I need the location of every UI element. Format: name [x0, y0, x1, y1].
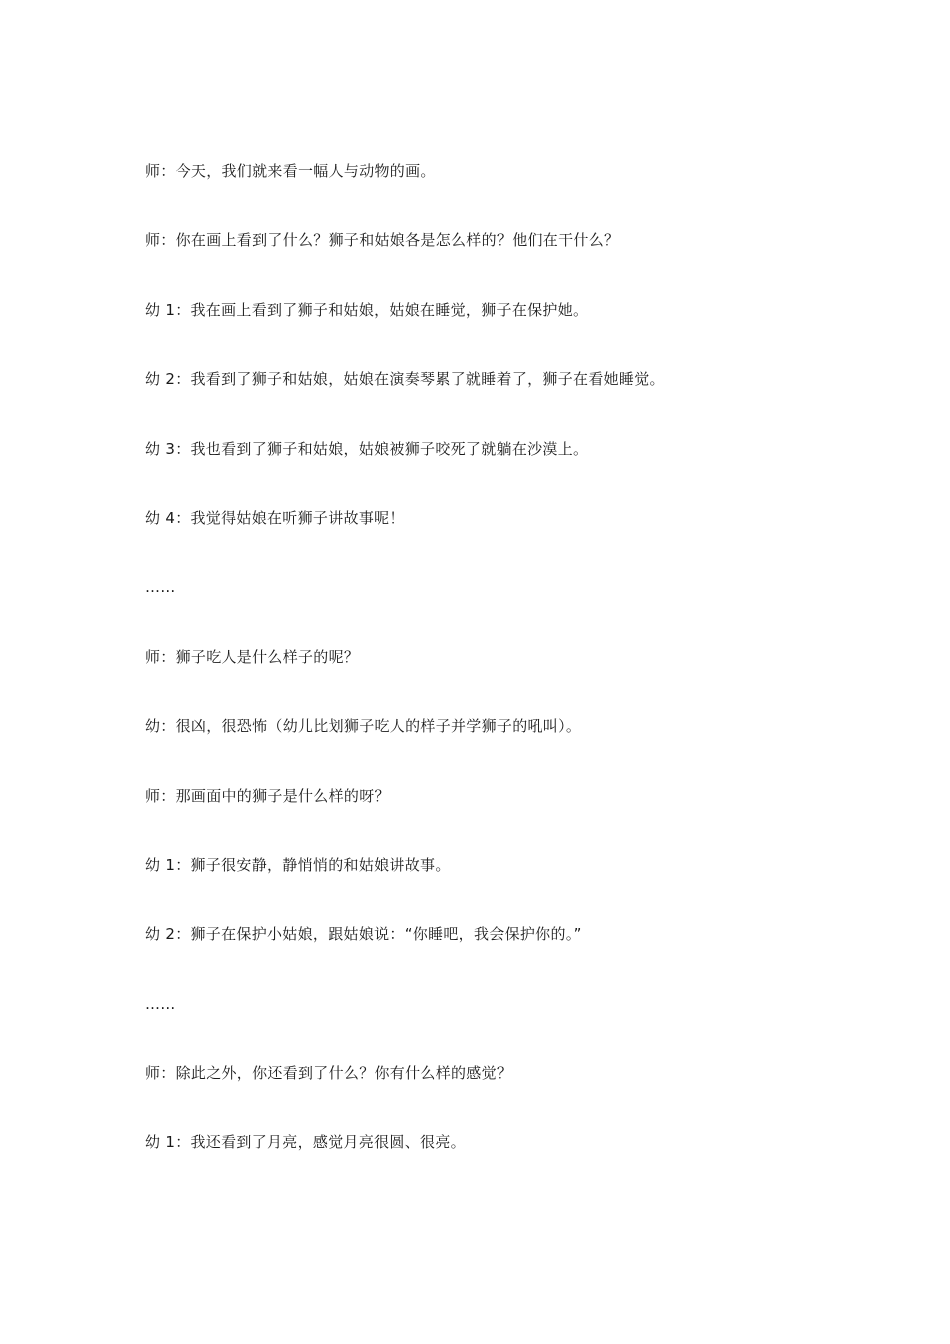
- dialogue-line: 幼 2：狮子在保护小姑娘，跟姑娘说：“你睡吧，我会保护你的。”: [145, 925, 582, 944]
- dialogue-line: 师：今天，我们就来看一幅人与动物的画。: [145, 162, 436, 180]
- dialogue-line: 师：那画面中的狮子是什么样的呀？: [145, 786, 390, 805]
- dialogue-line: 师：你在画上看到了什么？狮子和姑娘各是怎么样的？他们在干什么？: [145, 231, 620, 250]
- dialogue-line: 幼 1：我还看到了月亮，感觉月亮很圆、很亮。: [145, 1133, 466, 1152]
- dialogue-line: 幼 1：狮子很安静，静悄悄的和姑娘讲故事。: [145, 855, 451, 874]
- dialogue-line: 幼：很凶，很恐怖（幼儿比划狮子吃人的样子并学狮子的吼叫）。: [145, 717, 582, 736]
- ellipsis-line: ……: [145, 578, 176, 597]
- dialogue-line: 幼 2：我看到了狮子和姑娘，姑娘在演奏琴累了就睡着了，狮子在看她睡觉。: [145, 370, 665, 389]
- dialogue-line: 师：狮子吃人是什么样子的呢？: [145, 647, 360, 666]
- dialogue-line: 幼 4：我觉得姑娘在听狮子讲故事呢！: [145, 508, 405, 527]
- dialogue-line: 幼 3：我也看到了狮子和姑娘，姑娘被狮子咬死了就躺在沙漠上。: [145, 439, 589, 458]
- dialogue-line: 幼 1：我在画上看到了狮子和姑娘，姑娘在睡觉，狮子在保护她。: [145, 300, 589, 319]
- dialogue-text: [145, 160, 845, 1201]
- ellipsis-line: ……: [145, 994, 176, 1013]
- dialogue-line: 师：除此之外，你还看到了什么？你有什么样的感觉？: [145, 1064, 513, 1083]
